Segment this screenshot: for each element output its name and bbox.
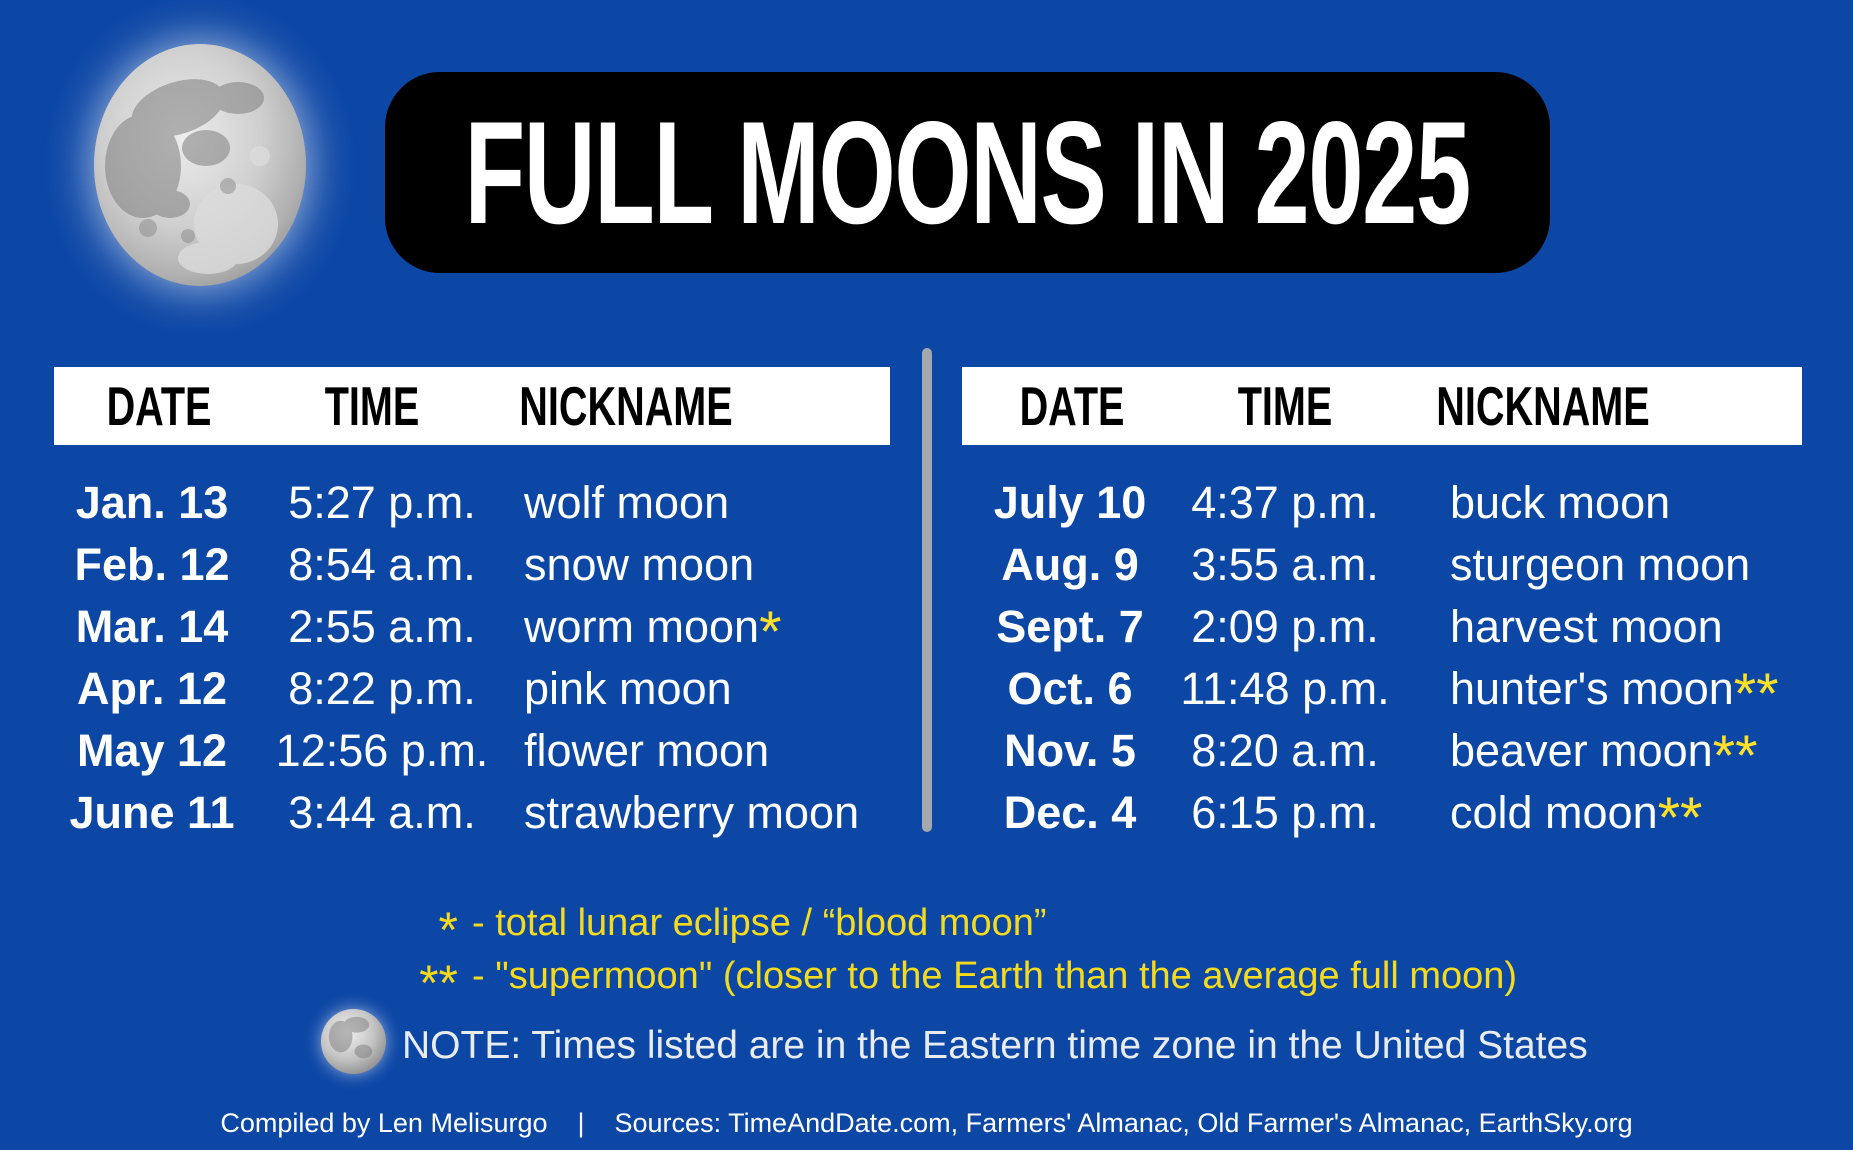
row-date: Apr. 12 [76,663,228,714]
row-time: 4:37 p.m. [1191,477,1379,528]
row-nickname [514,720,890,782]
right-column-header-nickname [1395,367,1691,445]
row-time: 3:44 a.m. [288,787,476,838]
title-banner [385,72,1550,273]
row-nickname-text: buck moon [1450,477,1671,528]
row-date: Mar. 14 [75,601,229,652]
page-title: FULL MOONS IN 2025 [464,90,1471,254]
left-table-header-bar [54,367,890,445]
row-date: Aug. 9 [1001,539,1139,590]
table-row-june [54,782,890,844]
row-date: Jan. 13 [75,477,229,528]
row-date: Oct. 6 [1007,663,1133,714]
row-nickname-text: beaver moon [1450,725,1713,776]
right-column-header-nickname-label: NICKNAME [1436,375,1650,437]
double-asterisk-icon: ** [419,955,458,1011]
right-column-header-time [1219,367,1350,445]
footnote-supermoon-text: - "supermoon" (closer to the Earth than the average full moon) [472,955,1518,997]
left-table-rows [54,472,890,844]
footnote-blood-moon [330,897,1630,958]
table-row-mar [54,596,890,664]
asterisk-icon: * [438,902,458,958]
timezone-note: NOTE: Times listed are in the Eastern time zone in the United States [402,1024,1588,1067]
row-date: Dec. 4 [1003,787,1137,838]
row-nickname-text: worm moon [524,601,760,652]
row-nickname-text: sturgeon moon [1450,539,1751,590]
sources: Sources: TimeAndDate.com, Farmers' Almanac, Old Farmer's Almanac, EarthSky.org [614,1108,1633,1138]
right-column-header-time-label: TIME [1237,375,1333,437]
table-row-feb [54,534,890,596]
moon-icon [88,36,312,294]
row-date: May 12 [76,725,228,776]
credits-separator: | [577,1108,585,1138]
table-row-nov [962,720,1802,788]
row-date: Nov. 5 [1004,725,1136,776]
row-nickname [514,534,890,596]
table-row-jan [54,472,890,534]
row-nickname [514,658,890,720]
credits-line [0,1108,1853,1139]
table-row-dec [962,782,1802,850]
row-nickname-text: hunter's moon [1450,663,1734,714]
row-nickname [1392,596,1802,658]
row-nickname [514,782,890,844]
row-date: Feb. 12 [74,539,230,590]
row-time: 2:55 a.m. [288,601,476,652]
right-column-header-date [999,367,1145,445]
row-time: 3:55 a.m. [1191,539,1379,590]
row-nickname: beaver moon** [1450,724,1758,788]
row-time: 6:15 p.m. [1191,787,1379,838]
table-row-may [54,720,890,782]
row-nickname-text: harvest moon [1450,601,1723,652]
table-row-sept [962,596,1802,658]
row-time: 12:56 p.m. [275,725,489,776]
left-column-header-time [306,367,437,445]
row-time: 2:09 p.m. [1191,601,1379,652]
table-row-july [962,472,1802,534]
footnote-blood-moon-text: - total lunar eclipse / “blood moon” [472,902,1047,944]
right-table-rows [962,472,1802,850]
row-time: 5:27 p.m. [288,477,476,528]
row-date: June 11 [69,787,235,838]
table-row-aug [962,534,1802,596]
left-column-header-date-label: DATE [106,375,212,437]
row-time: 8:20 a.m. [1191,725,1379,776]
right-column-header-date-label: DATE [1019,375,1125,437]
row-nickname: hunter's moon** [1450,662,1779,726]
compiled-by: Compiled by Len Melisurgo [220,1108,548,1138]
row-nickname-text: flower moon [524,725,770,776]
left-column-header-date [86,367,232,445]
row-nickname-text: strawberry moon [524,787,860,838]
row-date: July 10 [993,477,1147,528]
row-nickname-text: wolf moon [524,477,730,528]
row-nickname [1392,534,1802,596]
row-nickname-text: snow moon [524,539,755,590]
small-moon-icon [319,1007,388,1076]
row-time: 8:22 p.m. [288,663,476,714]
row-nickname [514,472,890,534]
row-date: Sept. 7 [996,601,1144,652]
table-row-apr [54,658,890,720]
row-nickname: cold moon** [1450,786,1703,850]
right-table-header-bar [962,367,1802,445]
table-row-oct [962,658,1802,726]
left-column-header-nickname [478,367,774,445]
left-column-header-time-label: TIME [324,375,420,437]
row-nickname: worm moon* [524,600,782,664]
footnote-supermoon [330,950,1630,1011]
row-nickname-text: cold moon [1450,787,1658,838]
row-nickname [1392,472,1802,534]
row-time: 8:54 a.m. [288,539,476,590]
row-nickname-text: pink moon [524,663,732,714]
left-column-header-nickname-label: NICKNAME [519,375,733,437]
table-divider [922,348,932,832]
row-time: 11:48 p.m. [1180,663,1390,714]
